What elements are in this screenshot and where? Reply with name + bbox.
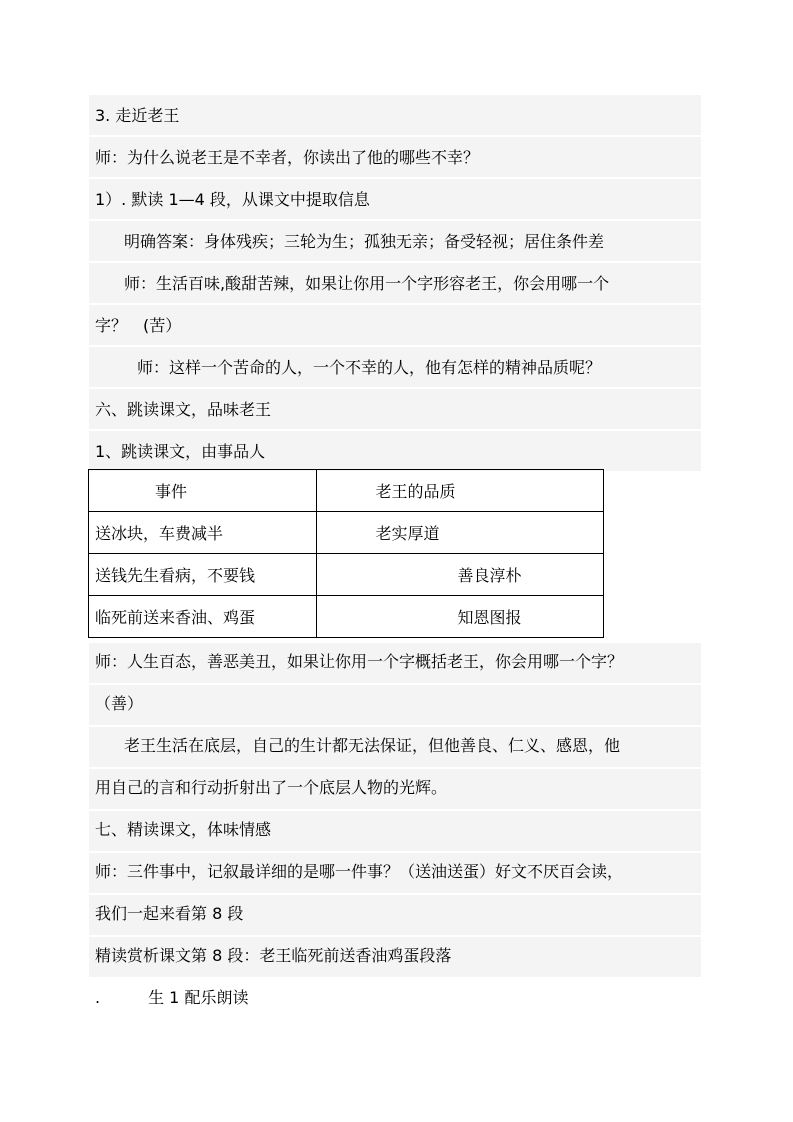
teacher-question: 师：人生百态，善恶美丑，如果让你用一个字概括老王，你会用哪一个字？ <box>95 652 624 671</box>
table-row <box>89 554 604 596</box>
table-cell-event: 送钱先生看病，不要钱 <box>89 554 317 596</box>
teacher-question-continued: 字？ (苦） <box>95 316 182 335</box>
teacher-question: 师：为什么说老王是不幸者，你读出了他的哪些不幸？ <box>95 148 480 167</box>
summary-paragraph-continued: 用自己的言和行动折射出了一个底层人物的光辉。 <box>95 778 448 797</box>
task-instruction: 精读赏析课文第 8 段：老王临死前送香油鸡蛋段落 <box>95 946 452 965</box>
table-cell-quality: 知恩图报 <box>317 596 604 638</box>
paragraph-shading <box>89 685 701 725</box>
table-row <box>89 512 604 554</box>
subsection-heading: 1、跳读课文，由事品人 <box>95 442 266 461</box>
table-header-cell: 事件 <box>89 470 317 512</box>
task-instruction: . 生 1 配乐朗读 <box>95 988 249 1007</box>
teacher-question: 师：这样一个苦命的人，一个不幸的人，他有怎样的精神品质呢？ <box>137 358 602 377</box>
table-row <box>89 596 604 638</box>
table-cell-quality: 老实厚道 <box>317 512 604 554</box>
answer-line: （善） <box>95 694 144 713</box>
teacher-question: 师：生活百味,酸甜苦辣，如果让你用一个字形容老王，你会用哪一个 <box>124 274 610 293</box>
table-cell-event: 临死前送来香油、鸡蛋 <box>89 596 317 638</box>
table-cell-quality: 善良淳朴 <box>317 554 604 596</box>
section-heading: 3. 走近老王 <box>95 106 180 125</box>
teacher-question-continued: 我们一起来看第 8 段 <box>95 904 244 923</box>
table-header-row <box>89 470 604 512</box>
section-heading: 七、精读课文，体味情感 <box>95 820 272 839</box>
summary-paragraph: 老王生活在底层，自己的生计都无法保证，但他善良、仁义、感恩，他 <box>124 736 621 755</box>
task-instruction: 1）. 默读 1—4 段，从课文中提取信息 <box>95 190 370 209</box>
teacher-question: 师：三件事中，记叙最详细的是哪一件事？（送油送蛋）好文不厌百会读， <box>95 862 624 881</box>
paragraph-shading <box>89 95 701 135</box>
section-heading: 六、跳读课文，品味老王 <box>95 400 272 419</box>
events-quality-table <box>88 469 604 638</box>
table-header-cell: 老王的品质 <box>317 470 604 512</box>
answer-line: 明确答案：身体残疾；三轮为生；孤独无亲；备受轻视；居住条件差 <box>124 232 605 251</box>
table-cell-event: 送冰块，车费减半 <box>89 512 317 554</box>
